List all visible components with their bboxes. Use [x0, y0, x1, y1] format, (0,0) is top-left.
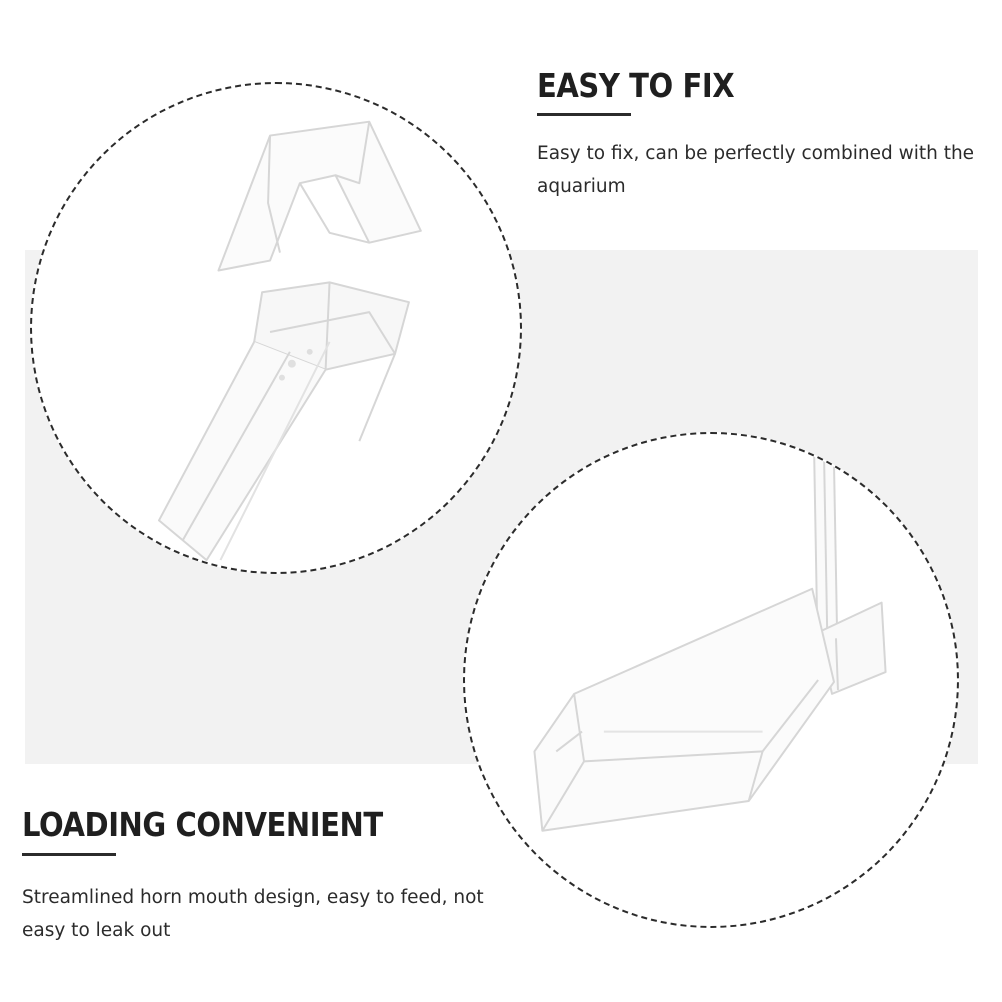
loading-convenient-description: Streamlined horn mouth design, easy to feed, not easy to leak out: [22, 887, 484, 941]
heading-underline: [537, 113, 631, 116]
clip-detail-image: [30, 82, 522, 574]
acrylic-feeder-tray-illustration: [465, 434, 957, 926]
acrylic-clip-illustration: [32, 84, 520, 572]
heading-underline: [22, 853, 116, 856]
easy-to-fix-heading: EASY TO FIX: [537, 66, 735, 105]
feeder-tray-detail-image: [463, 432, 959, 928]
loading-convenient-heading: LOADING CONVENIENT: [22, 805, 383, 844]
easy-to-fix-description: Easy to fix, can be perfectly combined with the aquarium: [537, 143, 975, 197]
